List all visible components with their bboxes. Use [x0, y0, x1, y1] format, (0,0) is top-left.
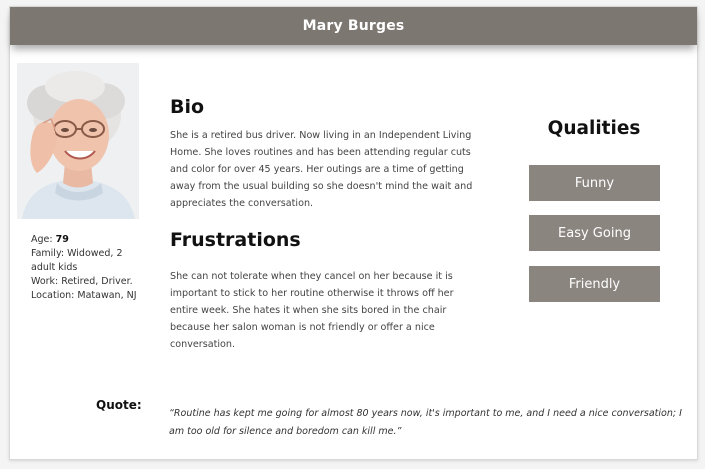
quality-friendly-button[interactable]: Friendly [529, 266, 660, 302]
quote-label: Quote: [96, 398, 142, 412]
quote-text: “Routine has kept me going for almost 80 years now, it's important to me, and I need a nice conversation; I am too old for silence and boredom can kill me.” [169, 408, 682, 437]
age-label: Age: [31, 234, 53, 245]
profile-facts [31, 233, 146, 303]
quality-funny-button[interactable]: Funny [529, 165, 660, 201]
frustrations-heading: Frustrations [170, 229, 301, 251]
location-line: Location: Matawan, NJ [31, 290, 137, 301]
bio-heading: Bio [170, 96, 205, 118]
work-line: Work: Retired, Driver. [31, 276, 133, 287]
quality-easy-going-button[interactable]: Easy Going [529, 215, 660, 251]
persona-photo [17, 63, 139, 219]
persona-name: Mary Burges [302, 18, 405, 34]
qualities-heading: Qualities [547, 118, 641, 139]
age-line [31, 233, 146, 247]
header-banner [10, 7, 697, 45]
family-line: Family: Widowed, 2 adult kids [31, 248, 123, 273]
elderly-woman-portrait-icon [17, 63, 139, 219]
frustrations-text: She can not tolerate when they cancel on her because it is important to stick to her routine otherwise it throws off her entire week. She hates it when she sits bored in the chair because her salon woman is not friendly or offer a nice conversation. [170, 271, 454, 350]
bio-text: She is a retired bus driver. Now living in an Independent Living Home. She loves routines and has been attending regular cuts and color for over 45 years. Her outings are a time of getting away from the usual building so she doesn't mind the wait and appreciates the conversation. [170, 130, 473, 209]
persona-card [9, 6, 698, 460]
age-value: 79 [55, 234, 69, 245]
